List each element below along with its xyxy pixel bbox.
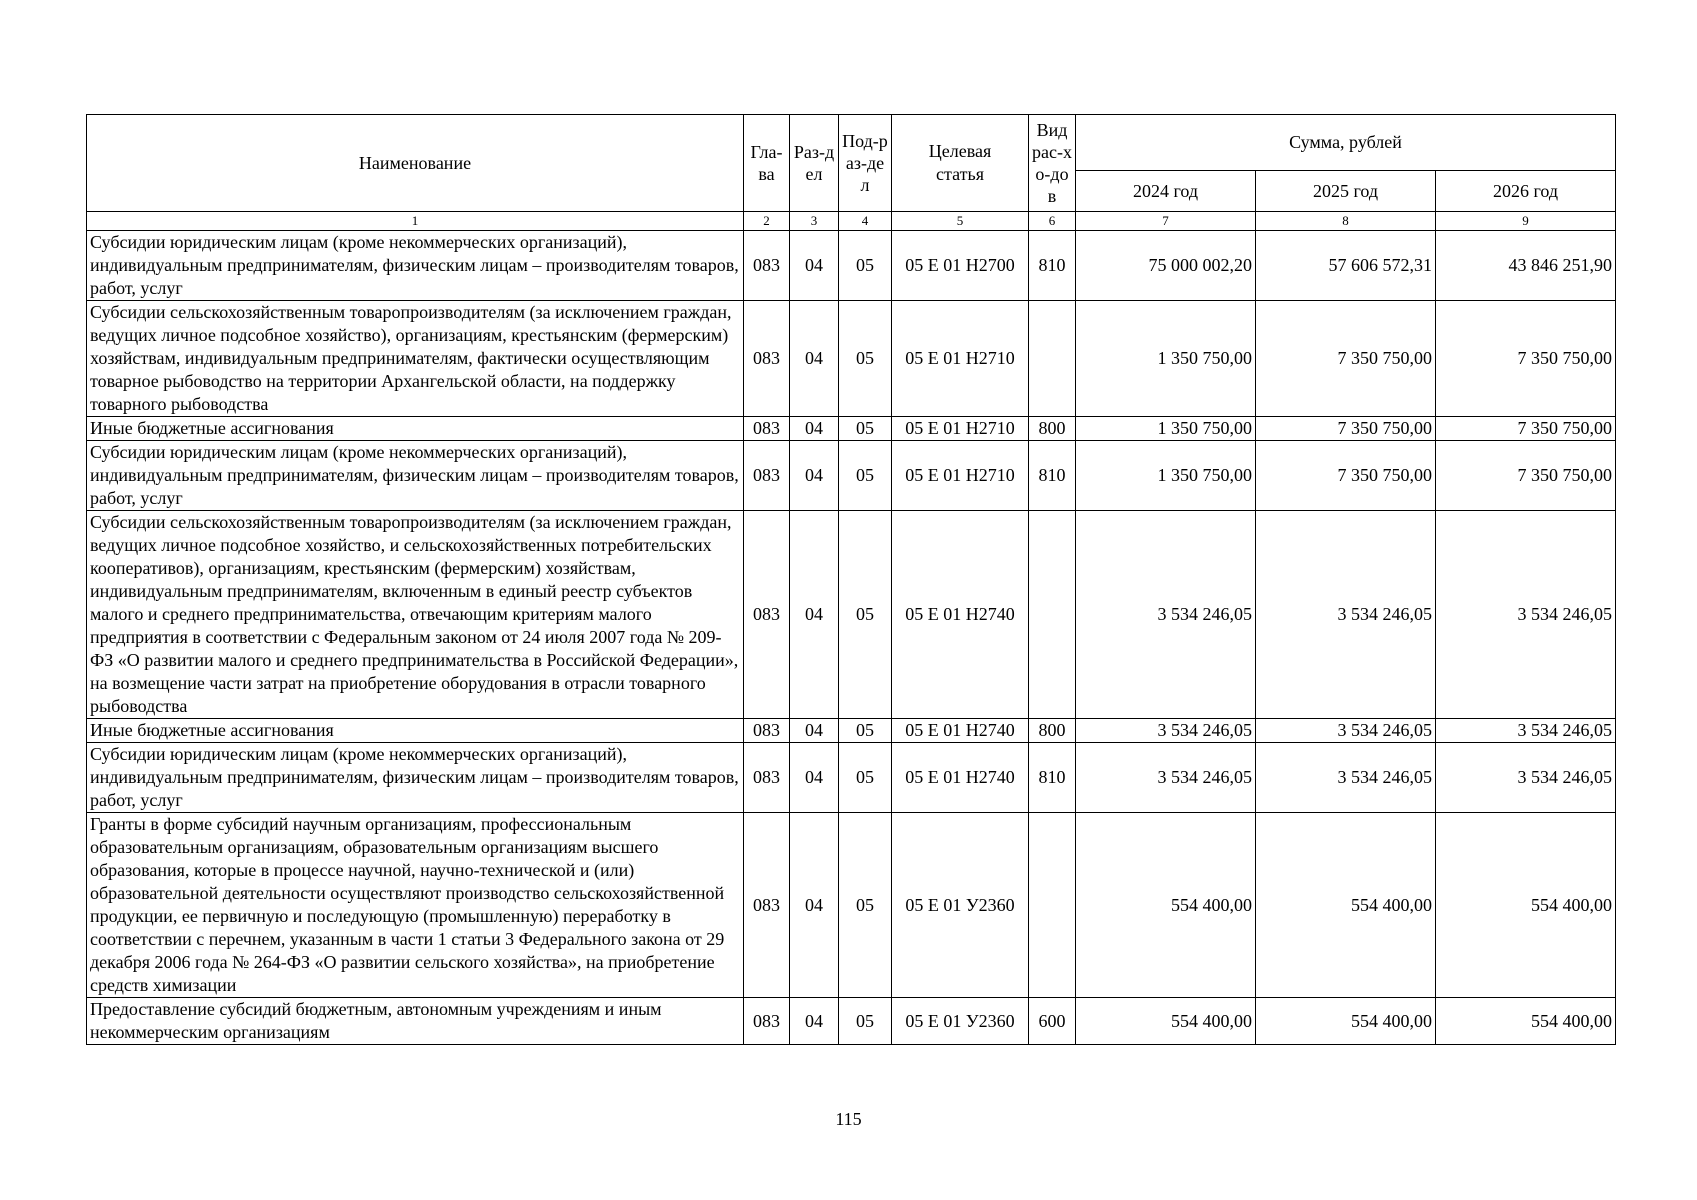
header-tselevaya-statya: Целевая статья xyxy=(892,115,1029,212)
row-razdel: 04 xyxy=(790,813,839,998)
table-row xyxy=(87,743,1616,813)
row-amount-2024: 1 350 750,00 xyxy=(1076,417,1256,441)
row-amount-2024: 1 350 750,00 xyxy=(1076,441,1256,511)
row-razdel: 04 xyxy=(790,719,839,743)
row-name: Субсидии сельскохозяйственным товаропроизводителям (за исключением граждан, ведущих личное подсобное хозяйство), организациям, крестьянским (фермерским) хозяйствам, индивидуальным предпринимателям, фактически осуществляющим товарное рыбоводство на территории Архангельской области, на поддержку товарного рыбоводства xyxy=(87,301,744,417)
row-tselevaya-statya: 05 Е 01 Н2700 xyxy=(892,231,1029,301)
row-glava: 083 xyxy=(744,301,790,417)
row-vid-rashodov xyxy=(1029,511,1076,719)
row-glava: 083 xyxy=(744,511,790,719)
row-amount-2026: 7 350 750,00 xyxy=(1436,301,1616,417)
row-amount-2024: 554 400,00 xyxy=(1076,998,1256,1045)
column-number: 4 xyxy=(839,212,892,231)
row-vid-rashodov: 810 xyxy=(1029,231,1076,301)
row-razdel: 04 xyxy=(790,743,839,813)
row-name: Иные бюджетные ассигнования xyxy=(87,719,744,743)
row-name: Субсидии юридическим лицам (кроме некоммерческих организаций), индивидуальным предпринимателям, физическим лицам – производителям товаров, работ, услуг xyxy=(87,441,744,511)
row-amount-2025: 3 534 246,05 xyxy=(1256,511,1436,719)
row-amount-2026: 3 534 246,05 xyxy=(1436,511,1616,719)
row-podrazdel: 05 xyxy=(839,719,892,743)
table-row xyxy=(87,511,1616,719)
row-razdel: 04 xyxy=(790,231,839,301)
table-row xyxy=(87,813,1616,998)
row-razdel: 04 xyxy=(790,511,839,719)
row-amount-2024: 3 534 246,05 xyxy=(1076,719,1256,743)
row-amount-2026: 43 846 251,90 xyxy=(1436,231,1616,301)
column-numbers-row xyxy=(87,212,1616,231)
row-tselevaya-statya: 05 Е 01 Н2740 xyxy=(892,743,1029,813)
row-tselevaya-statya: 05 Е 01 Н2710 xyxy=(892,301,1029,417)
row-amount-2026: 554 400,00 xyxy=(1436,998,1616,1045)
row-razdel: 04 xyxy=(790,441,839,511)
row-amount-2026: 3 534 246,05 xyxy=(1436,743,1616,813)
row-glava: 083 xyxy=(744,417,790,441)
row-amount-2025: 7 350 750,00 xyxy=(1256,441,1436,511)
row-amount-2025: 3 534 246,05 xyxy=(1256,743,1436,813)
column-number: 7 xyxy=(1076,212,1256,231)
table-row xyxy=(87,231,1616,301)
row-podrazdel: 05 xyxy=(839,417,892,441)
column-number: 1 xyxy=(87,212,744,231)
row-vid-rashodov xyxy=(1029,813,1076,998)
row-podrazdel: 05 xyxy=(839,231,892,301)
row-vid-rashodov xyxy=(1029,301,1076,417)
row-tselevaya-statya: 05 Е 01 Н2710 xyxy=(892,417,1029,441)
row-name: Иные бюджетные ассигнования xyxy=(87,417,744,441)
header-year-2026: 2026 год xyxy=(1436,171,1616,212)
row-podrazdel: 05 xyxy=(839,511,892,719)
row-amount-2025: 57 606 572,31 xyxy=(1256,231,1436,301)
row-name: Субсидии юридическим лицам (кроме некоммерческих организаций), индивидуальным предпринимателям, физическим лицам – производителям товаров, работ, услуг xyxy=(87,743,744,813)
header-summa: Сумма, рублей xyxy=(1076,115,1616,171)
header-year-2024: 2024 год xyxy=(1076,171,1256,212)
row-podrazdel: 05 xyxy=(839,998,892,1045)
row-name: Субсидии юридическим лицам (кроме некоммерческих организаций), индивидуальным предпринимателям, физическим лицам – производителям товаров, работ, услуг xyxy=(87,231,744,301)
header-razdel: Раз-дел xyxy=(790,115,839,212)
row-tselevaya-statya: 05 Е 01 Н2740 xyxy=(892,719,1029,743)
row-vid-rashodov: 600 xyxy=(1029,998,1076,1045)
row-podrazdel: 05 xyxy=(839,301,892,417)
row-tselevaya-statya: 05 Е 01 У2360 xyxy=(892,998,1029,1045)
column-number: 9 xyxy=(1436,212,1616,231)
table-row xyxy=(87,998,1616,1045)
column-number: 2 xyxy=(744,212,790,231)
table-row xyxy=(87,417,1616,441)
row-amount-2026: 7 350 750,00 xyxy=(1436,441,1616,511)
row-amount-2024: 3 534 246,05 xyxy=(1076,743,1256,813)
budget-table xyxy=(86,114,1616,1045)
row-vid-rashodov: 800 xyxy=(1029,417,1076,441)
row-razdel: 04 xyxy=(790,417,839,441)
row-vid-rashodov: 810 xyxy=(1029,441,1076,511)
row-podrazdel: 05 xyxy=(839,441,892,511)
header-year-2025: 2025 год xyxy=(1256,171,1436,212)
row-podrazdel: 05 xyxy=(839,743,892,813)
row-amount-2025: 554 400,00 xyxy=(1256,998,1436,1045)
row-amount-2026: 3 534 246,05 xyxy=(1436,719,1616,743)
row-name: Субсидии сельскохозяйственным товаропроизводителям (за исключением граждан, ведущих личное подсобное хозяйство, и сельскохозяйственных потребительских кооперативов), организациям, крестьянским (фермерским) хозяйствам, индивидуальным предпринимателям, включенным в единый реестр субъектов малого и среднего предпринимательства, отвечающим критериям малого предприятия в соответствии с Федеральным законом от 24 июля 2007 года № 209-ФЗ «О развитии малого и среднего предпринимательства в Российской Федерации», на возмещение части затрат на приобретение оборудования в отрасли товарного рыбоводства xyxy=(87,511,744,719)
row-razdel: 04 xyxy=(790,998,839,1045)
row-amount-2025: 7 350 750,00 xyxy=(1256,417,1436,441)
row-vid-rashodov: 800 xyxy=(1029,719,1076,743)
row-glava: 083 xyxy=(744,813,790,998)
row-glava: 083 xyxy=(744,441,790,511)
row-amount-2024: 554 400,00 xyxy=(1076,813,1256,998)
header-vid-rashodov: Вид рас-хо-дов xyxy=(1029,115,1076,212)
column-number: 3 xyxy=(790,212,839,231)
row-glava: 083 xyxy=(744,998,790,1045)
row-amount-2024: 1 350 750,00 xyxy=(1076,301,1256,417)
row-vid-rashodov: 810 xyxy=(1029,743,1076,813)
row-razdel: 04 xyxy=(790,301,839,417)
row-glava: 083 xyxy=(744,719,790,743)
row-amount-2024: 75 000 002,20 xyxy=(1076,231,1256,301)
row-amount-2026: 554 400,00 xyxy=(1436,813,1616,998)
page-number: 115 xyxy=(835,1109,862,1129)
column-number: 8 xyxy=(1256,212,1436,231)
table-row xyxy=(87,301,1616,417)
row-glava: 083 xyxy=(744,743,790,813)
column-number: 6 xyxy=(1029,212,1076,231)
row-amount-2024: 3 534 246,05 xyxy=(1076,511,1256,719)
row-glava: 083 xyxy=(744,231,790,301)
header-podrazdel: Под-раз-дел xyxy=(839,115,892,212)
header-name: Наименование xyxy=(87,115,744,212)
row-name: Предоставление субсидий бюджетным, автономным учреждениям и иным некоммерческим организациям xyxy=(87,998,744,1045)
row-amount-2025: 3 534 246,05 xyxy=(1256,719,1436,743)
table-row xyxy=(87,719,1616,743)
row-tselevaya-statya: 05 Е 01 Н2710 xyxy=(892,441,1029,511)
row-name: Гранты в форме субсидий научным организациям, профессиональным образовательным организациям, образовательным организациям высшего образования, которые в процессе научной, научно-технической и (или) образовательной деятельности осуществляют производство сельскохозяйственной продукции, ее первичную и последующую (промышленную) переработку в соответствии с перечнем, указанным в части 1 статьи 3 Федерального закона от 29 декабря 2006 года № 264-ФЗ «О развитии сельского хозяйства», на приобретение средств химизации xyxy=(87,813,744,998)
table-row xyxy=(87,441,1616,511)
row-podrazdel: 05 xyxy=(839,813,892,998)
header-glava: Гла-ва xyxy=(744,115,790,212)
row-amount-2025: 554 400,00 xyxy=(1256,813,1436,998)
header-row-top xyxy=(87,115,1616,171)
row-tselevaya-statya: 05 Е 01 У2360 xyxy=(892,813,1029,998)
column-number: 5 xyxy=(892,212,1029,231)
row-amount-2025: 7 350 750,00 xyxy=(1256,301,1436,417)
row-tselevaya-statya: 05 Е 01 Н2740 xyxy=(892,511,1029,719)
row-amount-2026: 7 350 750,00 xyxy=(1436,417,1616,441)
